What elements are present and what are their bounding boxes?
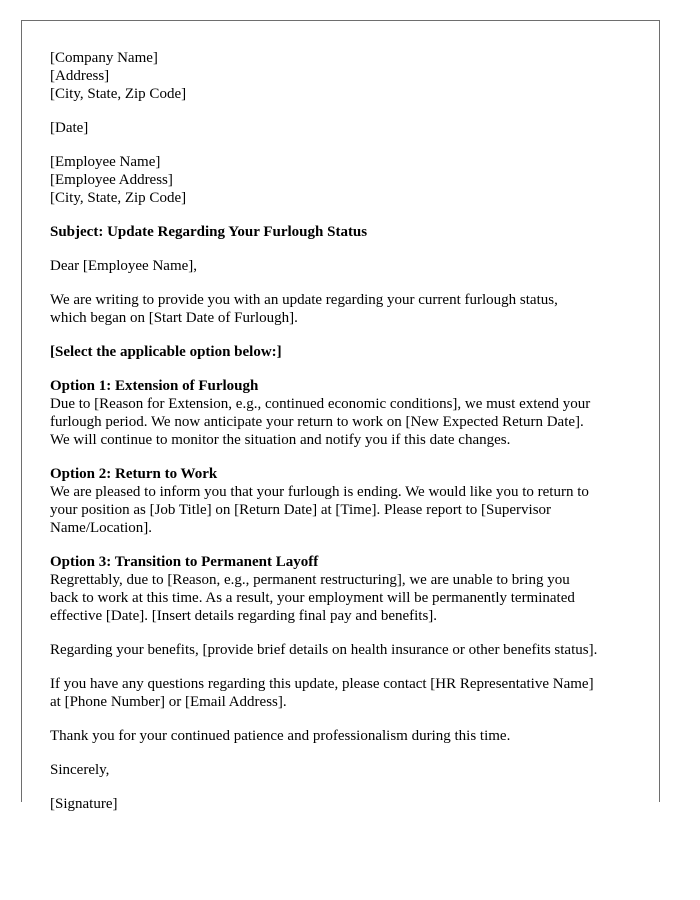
recipient-name: [Employee Name]: [50, 154, 161, 170]
option-1-line: We will continue to monitor the situation and notify you if this date changes.: [50, 432, 511, 448]
sender-address: [Address]: [50, 68, 110, 84]
letter-body: [50, 49, 640, 829]
option-2-line: Name/Location].: [50, 520, 153, 536]
benefits-text: Regarding your benefits, [provide brief details on health insurance or other benefits status].: [50, 642, 598, 658]
questions-line: at [Phone Number] or [Email Address].: [50, 694, 287, 710]
benefits-paragraph: [50, 641, 640, 659]
option-3-title: Option 3: Transition to Permanent Layoff: [50, 554, 319, 570]
date-text: [Date]: [50, 120, 89, 136]
option-1: [50, 377, 640, 449]
questions-paragraph: [50, 675, 640, 711]
select-instruction-text: [Select the applicable option below:]: [50, 344, 282, 360]
option-3-line: effective [Date]. [Insert details regarding final pay and benefits].: [50, 608, 438, 624]
select-instruction: [50, 343, 640, 361]
intro-paragraph: [50, 291, 640, 327]
salutation-text: Dear [Employee Name],: [50, 258, 198, 274]
option-3-line: back to work at this time. As a result, your employment will be permanently terminated: [50, 590, 575, 606]
option-1-line: furlough period. We now anticipate your return to work on [New Expected Return Date].: [50, 414, 584, 430]
option-2-line: your position as [Job Title] on [Return Date] at [Time]. Please report to [Supervisor: [50, 502, 552, 518]
sender-company-name: [Company Name]: [50, 50, 158, 66]
closing-text: Sincerely,: [50, 762, 110, 778]
thanks-text: Thank you for your continued patience and professionalism during this time.: [50, 728, 511, 744]
signature-text: [Signature]: [50, 796, 118, 812]
sender-block: [50, 49, 640, 103]
recipient-address: [Employee Address]: [50, 172, 173, 188]
subject-text: Subject: Update Regarding Your Furlough Status: [50, 224, 368, 240]
option-1-line: Due to [Reason for Extension, e.g., continued economic conditions], we must extend your: [50, 396, 591, 412]
questions-line: If you have any questions regarding this update, please contact [HR Representative Name]: [50, 676, 594, 692]
recipient-city-state-zip: [City, State, Zip Code]: [50, 190, 187, 206]
intro-line: which began on [Start Date of Furlough].: [50, 310, 298, 326]
subject-line: [50, 223, 640, 241]
salutation: [50, 257, 640, 275]
letter-date: [50, 119, 640, 137]
letter-page: [21, 20, 660, 812]
intro-line: We are writing to provide you with an update regarding your current furlough status,: [50, 292, 558, 308]
thanks-paragraph: [50, 727, 640, 745]
recipient-block: [50, 153, 640, 207]
option-2-title: Option 2: Return to Work: [50, 466, 218, 482]
option-2-line: We are pleased to inform you that your furlough is ending. We would like you to return to: [50, 484, 589, 500]
option-3: [50, 553, 640, 625]
closing: [50, 761, 640, 779]
sender-city-state-zip: [City, State, Zip Code]: [50, 86, 187, 102]
signature-block: [50, 795, 640, 813]
option-2: [50, 465, 640, 537]
option-3-line: Regrettably, due to [Reason, e.g., permanent restructuring], we are unable to bring you: [50, 572, 570, 588]
option-1-title: Option 1: Extension of Furlough: [50, 378, 259, 394]
